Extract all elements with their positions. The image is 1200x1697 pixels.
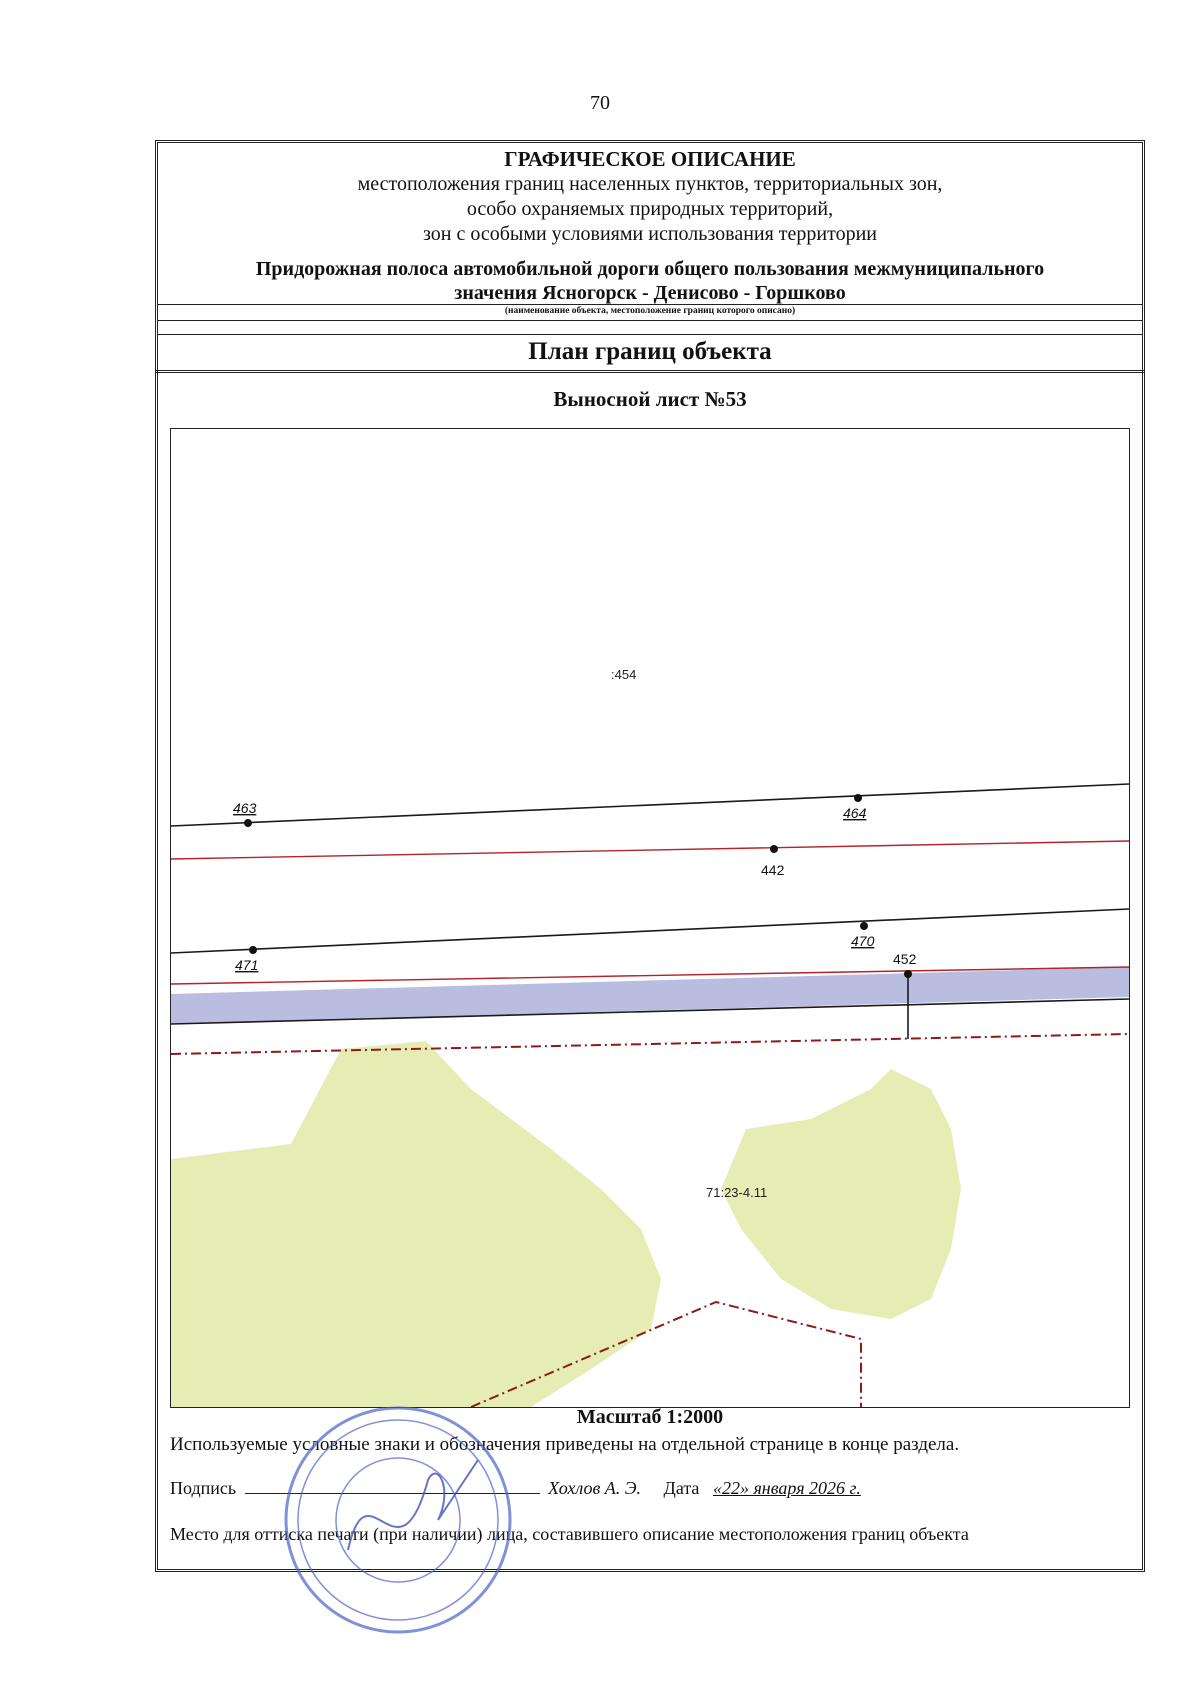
document-title: ГРАФИЧЕСКОЕ ОПИСАНИЕ [504,147,796,171]
divider-line [158,320,1142,321]
subtitle-line-2: особо охраняемых природных территорий, [466,198,834,220]
date-value: «22» января 2026 г. [712,1478,861,1498]
date-label: Дата [663,1478,700,1498]
subtitle-line-3: зон с особыми условиями использования территории [422,223,878,245]
point-label-471: 471 [235,957,259,973]
point-label-442: 442 [761,862,785,878]
boundary-point [244,819,252,827]
boundary-point [904,970,912,978]
boundary-line [171,909,1129,953]
dashed-boundary [171,1034,1129,1054]
point-label-464: 464 [843,805,867,821]
subtitle-line-1: местоположения границ населенных пунктов, территориальных зон, [357,173,943,195]
divider-line [158,334,1142,335]
map-canvas [171,429,1129,1407]
signature-label: Подпись [170,1478,237,1498]
plan-title: План границ объекта [528,338,772,365]
signer-name: Хохлов А. Э. [548,1478,642,1498]
boundary-line [171,784,1129,826]
boundary-point [249,946,257,954]
boundary-point [860,922,868,930]
seal-stamp [278,1400,518,1640]
header-block [158,143,1142,305]
point-label-470: 470 [851,933,875,949]
red-line [171,841,1129,859]
object-name-line-1: Придорожная полоса автомобильной дороги общего пользования межмуниципального [255,258,1045,280]
sheet-title: Выносной лист №53 [553,387,747,411]
scale-label: Масштаб 1:2000 [576,1406,724,1428]
parcel-label: :454 [611,667,637,682]
object-caption: (наименование объекта, местоположение границ которого описано) [504,306,796,316]
point-label-463: 463 [233,800,257,816]
point-label-452: 452 [893,951,917,967]
divider-line [158,304,1142,305]
boundary-point [854,794,862,802]
object-name-line-2: значения Ясногорск - Денисово - Горшково [454,282,846,304]
stamp-note: Место для оттиска печати (при наличии) лица, составившего описание местоположения границ объекта [170,1524,969,1544]
page-number: 70 [590,92,610,114]
boundary-point [770,845,778,853]
parcel-label: 71:23-4.11 [706,1185,768,1200]
legend-note: Используемые условные знаки и обозначения приведены на отдельной странице в конце раздела. [170,1434,960,1455]
divider-double-line [155,370,1145,373]
boundary-map [170,428,1130,1408]
